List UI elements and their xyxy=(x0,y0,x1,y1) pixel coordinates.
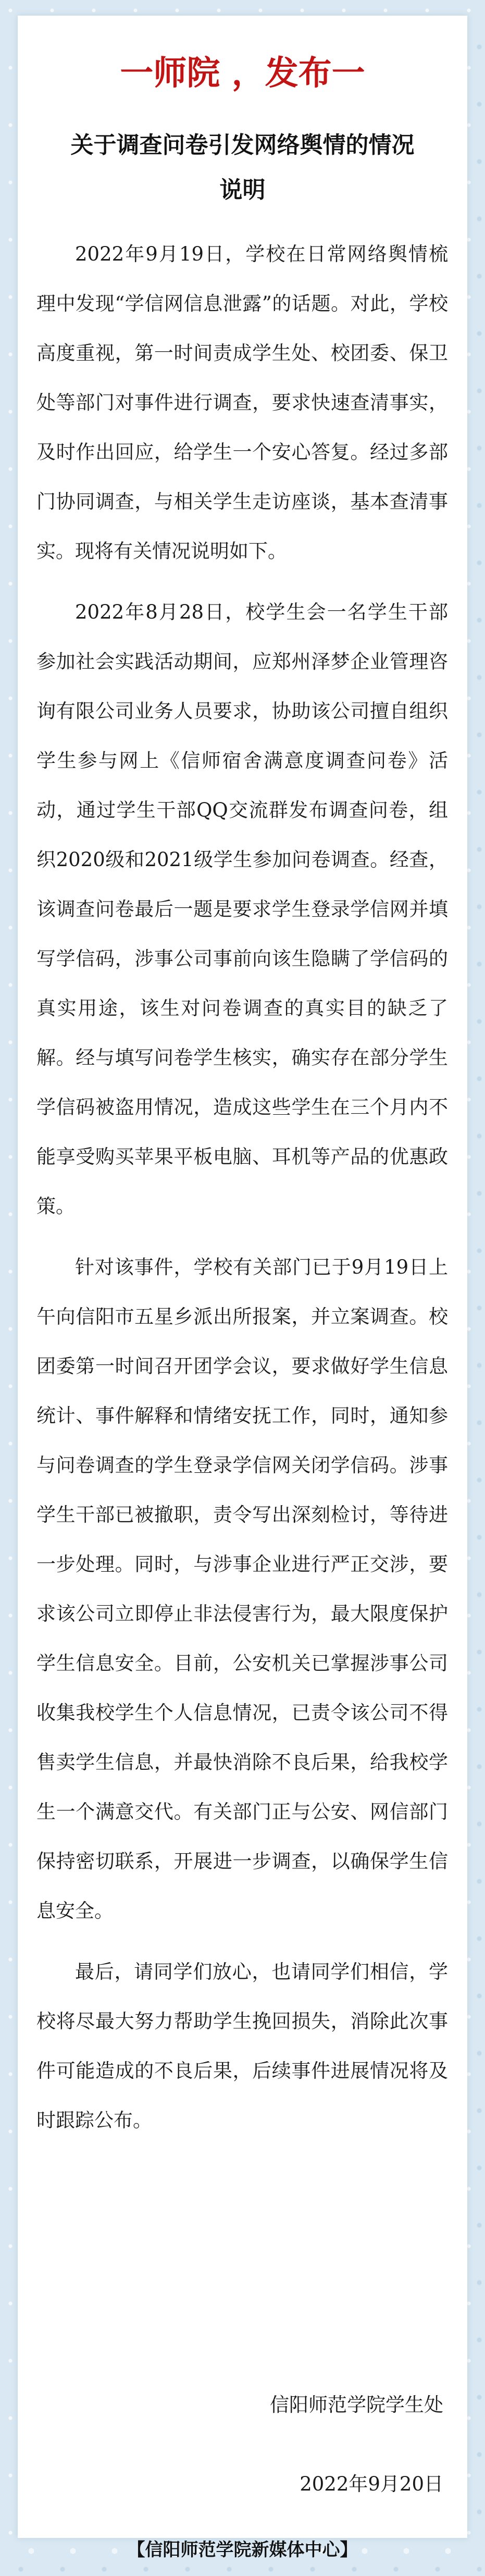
signature-org: 信阳师范学院学生处 xyxy=(270,2394,443,2416)
paragraph-response: 针对该事件，学校有关部门已于9月19日上午向信阳市五星乡派出所报案，并立案调查。校团委第一时间召开团学会议，要求做好学生信息统计、事件解释和情绪安抚工作，同时，通知参与问卷调查的学生登录学信网关闭学信码。涉事学生干部已被撤职，责令写出深刻检讨，等待进一步处理。同时，与涉事企业进行严正交涉，要求该公司立即停止非法侵害行为，最大限度保护学生信息安全。目前，公安机关已掌握涉事公司收集我校学生个人信息情况，已责令该公司不得售卖学生信息，并最快消除不良后果，给我校学生一个满意交代。有关部门正与公安、网信部门保持密切联系，开展进一步调查，以确保学生信息安全。 xyxy=(36,1256,448,1922)
document-title xyxy=(31,123,454,213)
footer-source: 【信阳师范学院新媒体中心】 xyxy=(127,2540,358,2560)
paragraph-closing: 最后，请同学们放心，也请同学们相信，学校将尽最大努力帮助学生挽回损失，消除此次事件可能造成的不良后果，后续事件进展情况将及时跟踪公布。 xyxy=(36,1961,448,2131)
document-title-line-2: 说明 xyxy=(219,177,266,203)
signature-block xyxy=(270,2389,443,2500)
masthead-heading: 一师院 ，发布一 xyxy=(120,54,365,93)
signature-date: 2022年9月20日 xyxy=(300,2473,443,2495)
document-title-line-1: 关于调查问卷引发网络舆情的情况 xyxy=(70,132,415,158)
paragraph-intro: 2022年9月19日，学校在日常网络舆情梳理中发现“学信网信息泄露”的话题。对此，学校高度重视，第一时间责成学生处、校团委、保卫处等部门对事件进行调查，要求快速查清事实，及时作出回应，给学生一个安心答复。经过多部门协同调查，与相关学生走访座谈，基本查清事实。现将有关情况说明如下。 xyxy=(36,243,448,562)
paragraph-incident: 2022年8月28日，校学生会一名学生干部参加社会实践活动期间，应郑州泽梦企业管理咨询有限公司业务人员要求，协助该公司擅自组织学生参与网上《信师宿舍满意度调查问卷》活动，通过学生干部QQ交流群发布调查问卷，组织2020级和2021级学生参加问卷调查。经查，该调查问卷最后一题是要求学生登录学信网并填写学信码，涉事公司事前向该生隐瞒了学信码的真实用途，该生对问卷调查的真实目的缺乏了解。经与填写问卷学生核实，确实存在部分学生学信码被盗用情况，造成这些学生在三个月内不能享受购买苹果平板电脑、耳机等产品的优惠政策。 xyxy=(36,601,448,1217)
document-body xyxy=(36,229,448,2156)
